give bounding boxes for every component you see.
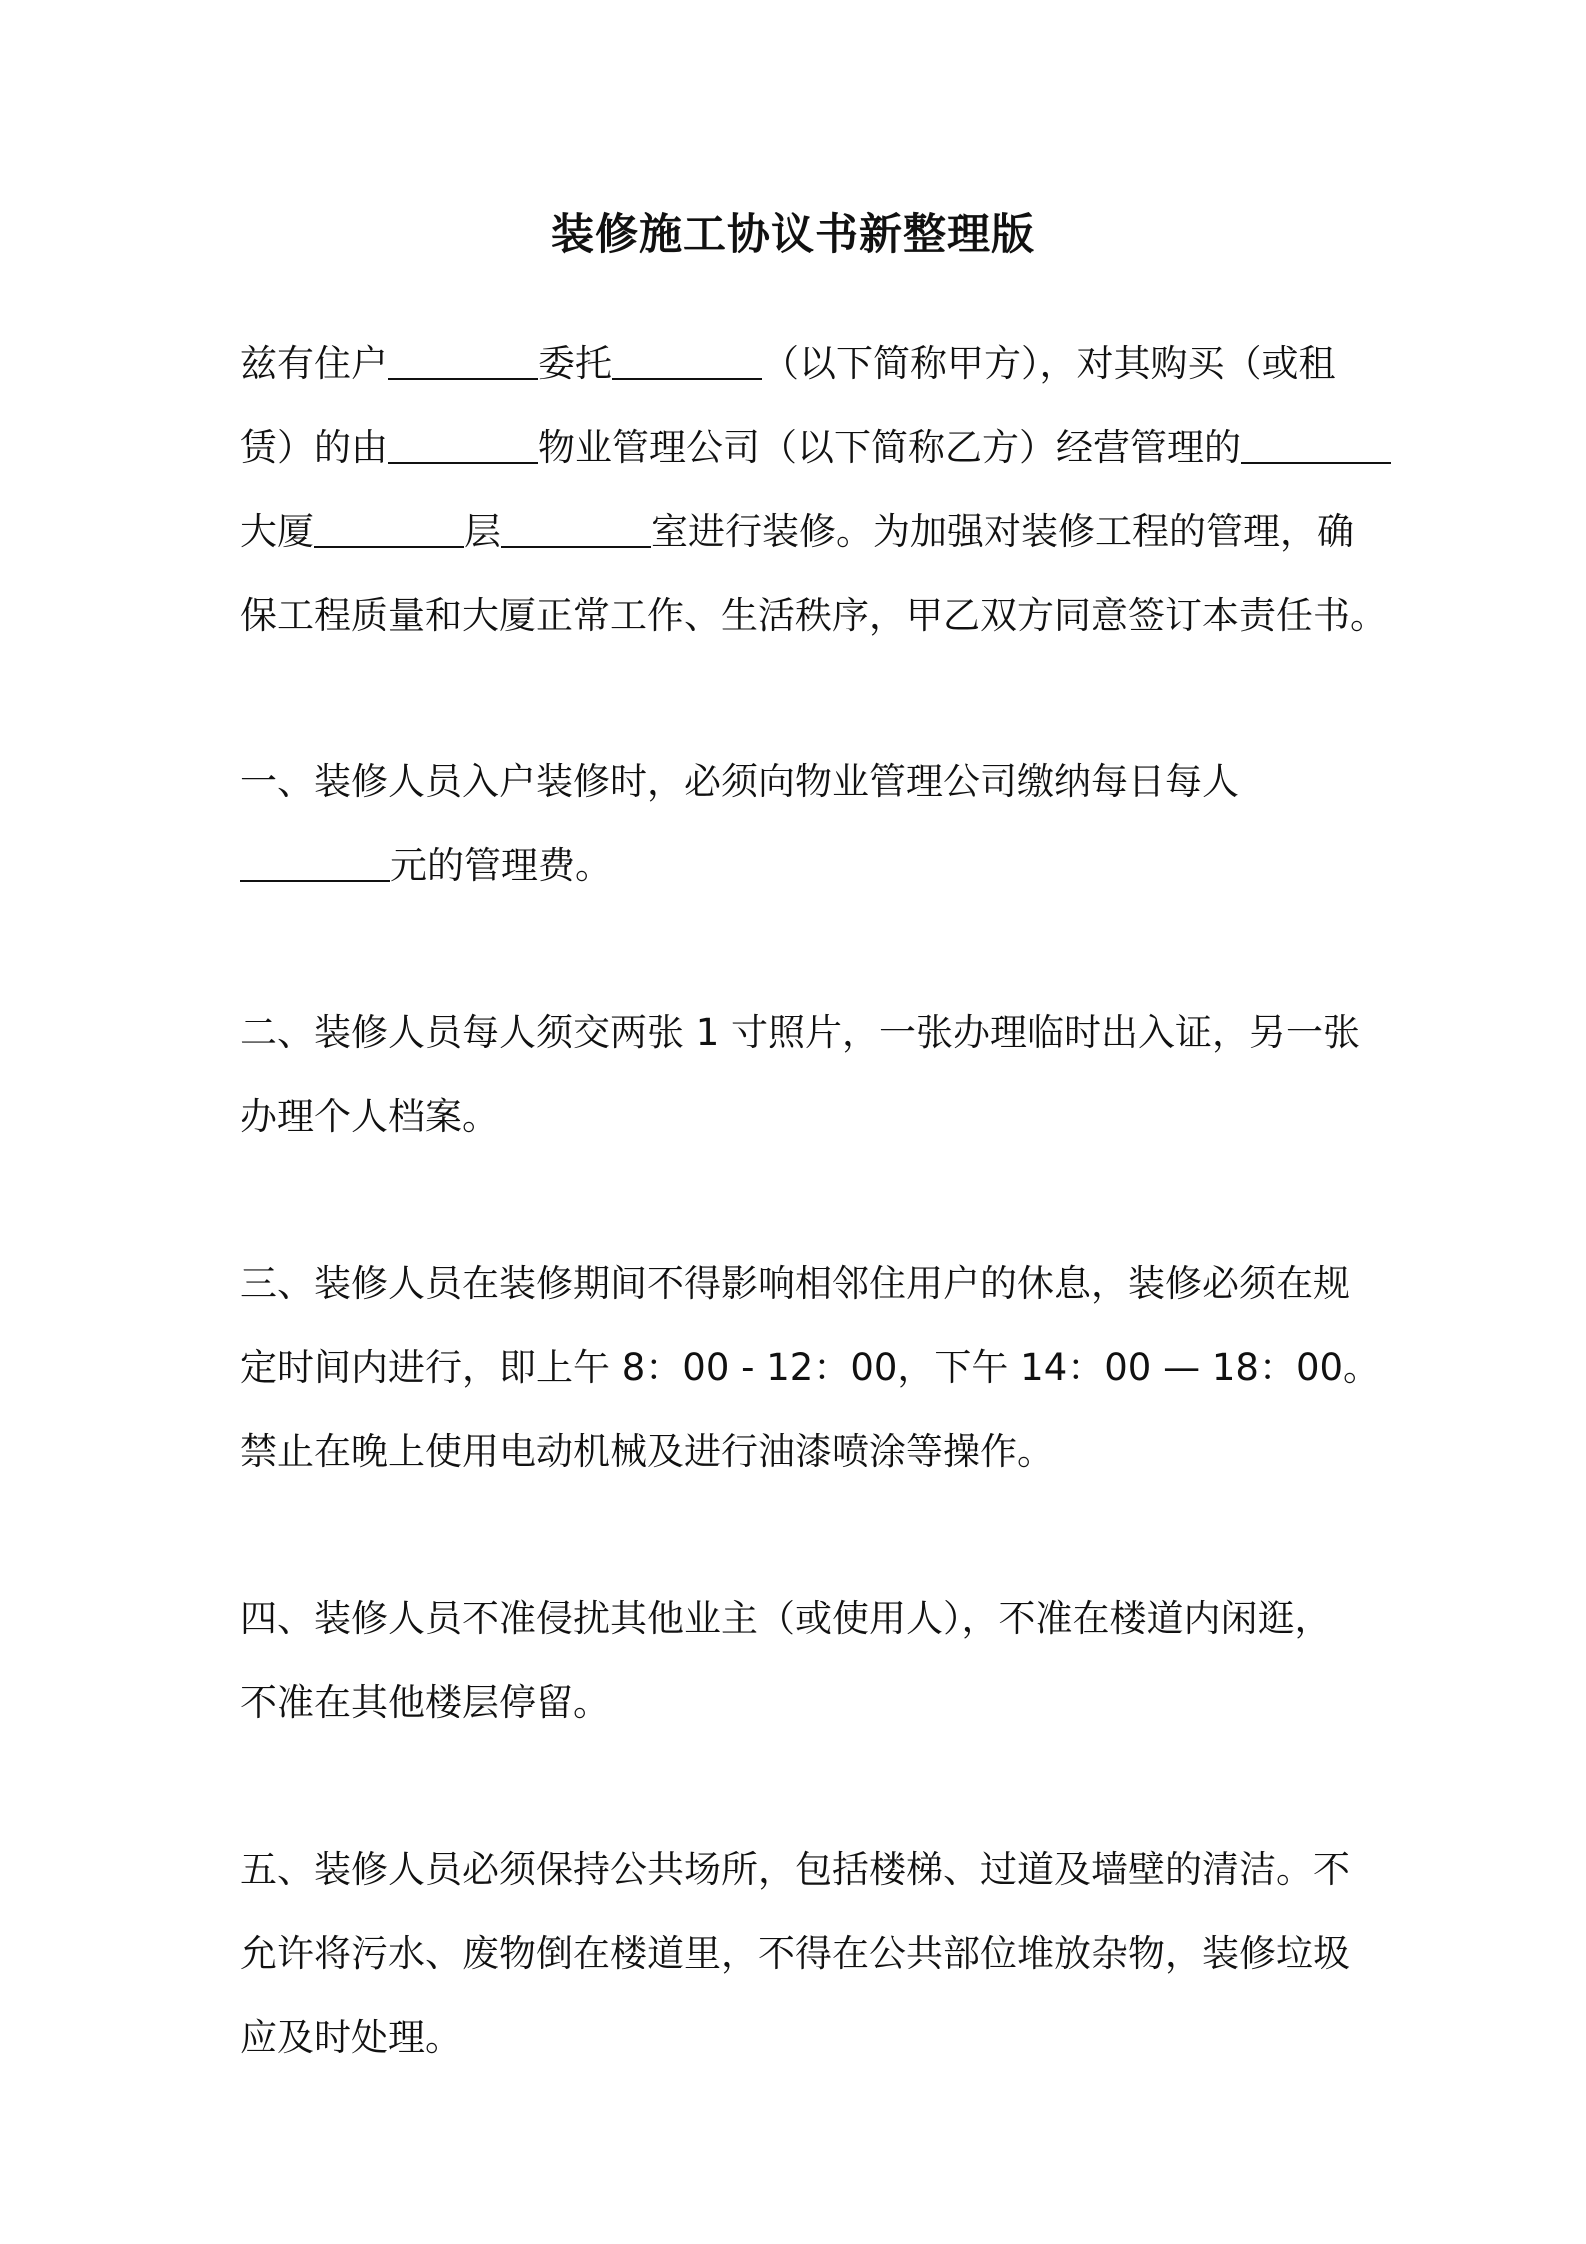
clause-1-line-1: 一、装修人员入户装修时，必须向物业管理公司缴纳每日每人 — [240, 760, 1239, 803]
preamble-text: 委托 — [538, 342, 612, 385]
preamble-text: 大厦 — [240, 510, 314, 553]
blank-resident — [388, 378, 538, 380]
blank-fee-amount — [240, 880, 390, 882]
blank-building-name — [1241, 462, 1391, 464]
preamble-text: 层 — [464, 510, 501, 553]
clause-2-line-2: 办理个人档案。 — [240, 1095, 499, 1138]
clause-4-line-1: 四、装修人员不准侵扰其他业主（或使用人），不准在楼道内闲逛， — [240, 1597, 1332, 1640]
preamble-line-2 — [240, 422, 1391, 474]
clause-5-line-3: 应及时处理。 — [240, 2016, 462, 2059]
clause-3-line-3: 禁止在晚上使用电动机械及进行油漆喷涂等操作。 — [240, 1430, 1054, 1473]
blank-room — [501, 546, 651, 548]
clause-4-line-2: 不准在其他楼层停留。 — [240, 1681, 610, 1724]
preamble-text: 物业管理公司（以下简称乙方）经营管理的 — [538, 426, 1241, 469]
clause-5-line-1: 五、装修人员必须保持公共场所，包括楼梯、过道及墙壁的清洁。不 — [240, 1848, 1350, 1891]
document-title: 装修施工协议书新整理版 — [551, 210, 1035, 260]
blank-trustee — [612, 378, 762, 380]
blank-floor — [314, 546, 464, 548]
preamble-text: 室进行装修。为加强对装修工程的管理，确 — [651, 510, 1354, 553]
preamble-text: 兹有住户 — [240, 342, 388, 385]
clause-3-line-1: 三、装修人员在装修期间不得影响相邻住用户的休息，装修必须在规 — [240, 1262, 1350, 1305]
preamble-line-1 — [240, 338, 1336, 390]
preamble-text: 赁）的由 — [240, 426, 388, 469]
preamble-text: （以下简称甲方），对其购买（或租 — [762, 342, 1336, 385]
preamble-line-3 — [240, 506, 1354, 558]
clause-1-line-2 — [240, 840, 612, 892]
clause-5-line-2: 允许将污水、废物倒在楼道里，不得在公共部位堆放杂物，装修垃圾 — [240, 1932, 1350, 1975]
preamble-line-4: 保工程质量和大厦正常工作、生活秩序，甲乙双方同意签订本责任书。 — [240, 594, 1387, 637]
clause-2-line-1: 二、装修人员每人须交两张 1 寸照片，一张办理临时出入证，另一张 — [240, 1011, 1361, 1054]
blank-property-company — [388, 462, 538, 464]
clause-3-line-2: 定时间内进行，即上午 8：00 - 12：00，下午 14：00 — 18：00。 — [240, 1346, 1381, 1389]
clause-text: 元的管理费。 — [390, 844, 612, 887]
